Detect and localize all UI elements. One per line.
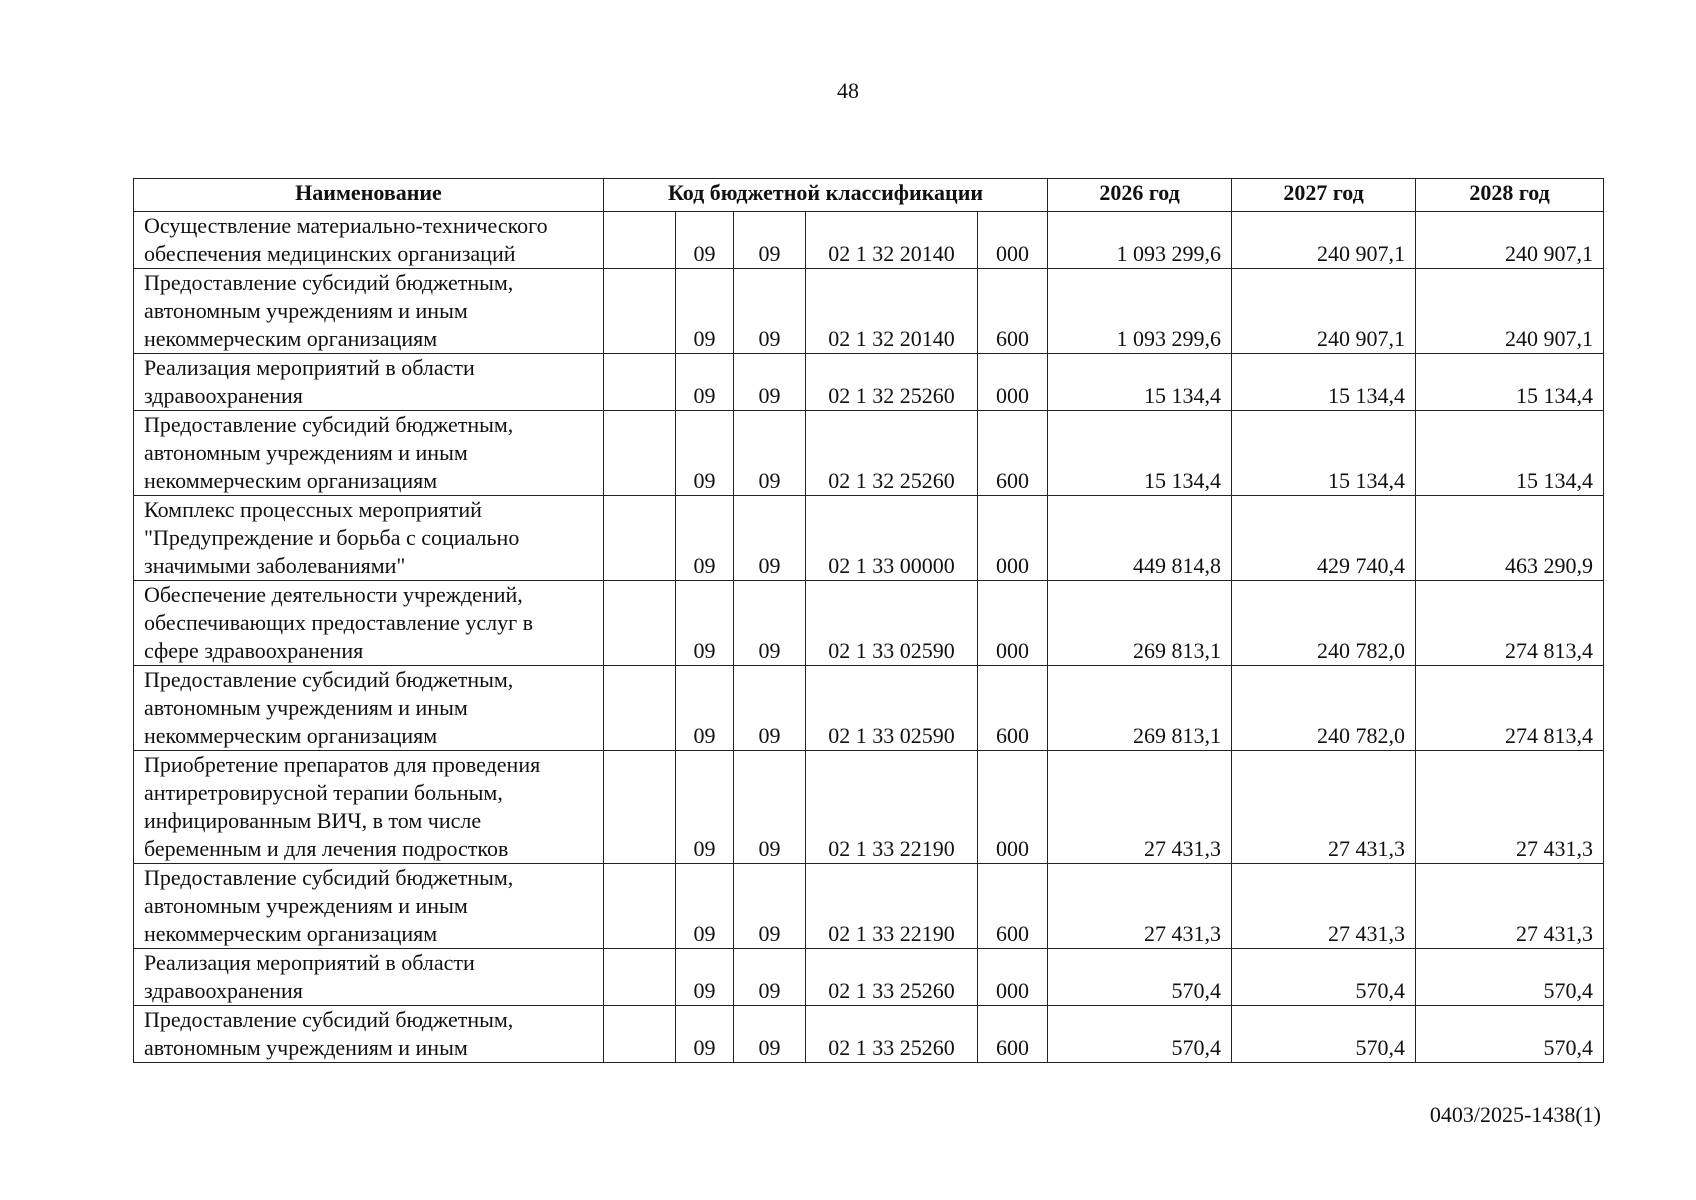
- row-code-expense-type: 000: [978, 496, 1048, 581]
- row-value-2027: 15 134,4: [1232, 354, 1416, 411]
- row-code-target: 02 1 33 22190: [806, 751, 978, 864]
- table-row: [134, 496, 1604, 581]
- row-code-expense-type: 600: [978, 269, 1048, 354]
- row-code-subsection: 09: [734, 411, 806, 496]
- row-name: Обеспечение деятельности учреждений, обеспечивающих предоставление услуг в сфере здравоохранения: [134, 581, 604, 666]
- row-code-expense-type: 000: [978, 949, 1048, 1006]
- row-value-2028: 570,4: [1416, 949, 1604, 1006]
- row-name: Предоставление субсидий бюджетным, автономным учреждениям и иным некоммерческим организациям: [134, 864, 604, 949]
- row-empty-cell: [604, 949, 676, 1006]
- row-code-target: 02 1 33 02590: [806, 581, 978, 666]
- row-value-2026: 269 813,1: [1048, 666, 1232, 751]
- header-name: Наименование: [134, 179, 604, 212]
- row-value-2027: 240 782,0: [1232, 581, 1416, 666]
- row-value-2027: 15 134,4: [1232, 411, 1416, 496]
- row-value-2027: 570,4: [1232, 1006, 1416, 1063]
- row-value-2026: 1 093 299,6: [1048, 269, 1232, 354]
- row-value-2027: 429 740,4: [1232, 496, 1416, 581]
- row-code-subsection: 09: [734, 666, 806, 751]
- row-code-expense-type: 600: [978, 1006, 1048, 1063]
- row-value-2028: 570,4: [1416, 1006, 1604, 1063]
- row-name: Осуществление материально-технического обеспечения медицинских организаций: [134, 212, 604, 269]
- row-value-2027: 240 907,1: [1232, 269, 1416, 354]
- row-empty-cell: [604, 581, 676, 666]
- table-row: [134, 212, 1604, 269]
- table-row: [134, 666, 1604, 751]
- row-value-2028: 15 134,4: [1416, 354, 1604, 411]
- row-code-expense-type: 000: [978, 354, 1048, 411]
- table-row: [134, 751, 1604, 864]
- row-code-section: 09: [676, 269, 734, 354]
- row-code-target: 02 1 33 25260: [806, 1006, 978, 1063]
- header-row: [134, 179, 1604, 212]
- row-empty-cell: [604, 411, 676, 496]
- row-code-subsection: 09: [734, 581, 806, 666]
- row-code-target: 02 1 32 20140: [806, 269, 978, 354]
- row-empty-cell: [604, 1006, 676, 1063]
- row-value-2027: 240 782,0: [1232, 666, 1416, 751]
- row-code-subsection: 09: [734, 864, 806, 949]
- row-value-2026: 269 813,1: [1048, 581, 1232, 666]
- row-code-expense-type: 000: [978, 212, 1048, 269]
- row-value-2028: 240 907,1: [1416, 269, 1604, 354]
- row-value-2026: 1 093 299,6: [1048, 212, 1232, 269]
- row-value-2028: 274 813,4: [1416, 666, 1604, 751]
- table-body: [134, 212, 1604, 1063]
- row-code-expense-type: 600: [978, 864, 1048, 949]
- row-value-2026: 449 814,8: [1048, 496, 1232, 581]
- row-value-2028: 274 813,4: [1416, 581, 1604, 666]
- header-2028: 2028 год: [1416, 179, 1604, 212]
- table-row: [134, 354, 1604, 411]
- row-code-target: 02 1 33 00000: [806, 496, 978, 581]
- table-row: [134, 864, 1604, 949]
- row-value-2026: 15 134,4: [1048, 354, 1232, 411]
- row-name: Предоставление субсидий бюджетным, автономным учреждениям и иным некоммерческим организациям: [134, 666, 604, 751]
- table-row: [134, 411, 1604, 496]
- header-2027: 2027 год: [1232, 179, 1416, 212]
- row-name: Предоставление субсидий бюджетным, автономным учреждениям и иным некоммерческим организациям: [134, 269, 604, 354]
- row-empty-cell: [604, 666, 676, 751]
- row-empty-cell: [604, 212, 676, 269]
- row-value-2028: 463 290,9: [1416, 496, 1604, 581]
- row-value-2028: 240 907,1: [1416, 212, 1604, 269]
- row-code-target: 02 1 33 02590: [806, 666, 978, 751]
- row-value-2026: 27 431,3: [1048, 864, 1232, 949]
- row-code-section: 09: [676, 751, 734, 864]
- row-code-target: 02 1 32 20140: [806, 212, 978, 269]
- row-value-2026: 27 431,3: [1048, 751, 1232, 864]
- row-code-section: 09: [676, 411, 734, 496]
- row-code-target: 02 1 33 22190: [806, 864, 978, 949]
- row-empty-cell: [604, 496, 676, 581]
- row-code-section: 09: [676, 581, 734, 666]
- page-number: 48: [837, 78, 859, 103]
- header-code: Код бюджетной классификации: [604, 179, 1048, 212]
- row-name: Приобретение препаратов для проведения антиретровирусной терапии больным, инфицированным ВИЧ, в том числе беременным и для лечения подростков: [134, 751, 604, 864]
- row-value-2027: 27 431,3: [1232, 864, 1416, 949]
- row-empty-cell: [604, 864, 676, 949]
- row-name: Предоставление субсидий бюджетным, автономным учреждениям и иным некоммерческим организациям: [134, 411, 604, 496]
- row-code-section: 09: [676, 1006, 734, 1063]
- row-code-target: 02 1 33 25260: [806, 949, 978, 1006]
- header-2026: 2026 год: [1048, 179, 1232, 212]
- row-code-subsection: 09: [734, 1006, 806, 1063]
- row-value-2026: 15 134,4: [1048, 411, 1232, 496]
- row-value-2028: 27 431,3: [1416, 751, 1604, 864]
- row-code-subsection: 09: [734, 949, 806, 1006]
- table-row: [134, 949, 1604, 1006]
- row-code-subsection: 09: [734, 269, 806, 354]
- row-code-subsection: 09: [734, 496, 806, 581]
- row-value-2027: 240 907,1: [1232, 212, 1416, 269]
- row-code-target: 02 1 32 25260: [806, 354, 978, 411]
- row-name: Комплекс процессных мероприятий "Предупреждение и борьба с социально значимыми заболеваниями": [134, 496, 604, 581]
- row-code-expense-type: 600: [978, 666, 1048, 751]
- row-code-expense-type: 000: [978, 581, 1048, 666]
- row-code-subsection: 09: [734, 751, 806, 864]
- row-name: Реализация мероприятий в области здравоохранения: [134, 354, 604, 411]
- row-code-subsection: 09: [734, 354, 806, 411]
- row-code-section: 09: [676, 864, 734, 949]
- table-row: [134, 581, 1604, 666]
- row-code-expense-type: 600: [978, 411, 1048, 496]
- row-value-2028: 27 431,3: [1416, 864, 1604, 949]
- row-code-section: 09: [676, 666, 734, 751]
- table-row: [134, 269, 1604, 354]
- row-value-2027: 570,4: [1232, 949, 1416, 1006]
- row-code-target: 02 1 32 25260: [806, 411, 978, 496]
- row-code-expense-type: 000: [978, 751, 1048, 864]
- row-code-section: 09: [676, 949, 734, 1006]
- row-value-2026: 570,4: [1048, 949, 1232, 1006]
- row-name: Реализация мероприятий в области здравоохранения: [134, 949, 604, 1006]
- row-code-section: 09: [676, 212, 734, 269]
- row-empty-cell: [604, 354, 676, 411]
- row-empty-cell: [604, 269, 676, 354]
- row-code-subsection: 09: [734, 212, 806, 269]
- row-code-section: 09: [676, 496, 734, 581]
- table-row: [134, 1006, 1604, 1063]
- row-value-2028: 15 134,4: [1416, 411, 1604, 496]
- budget-table: [133, 178, 1604, 1063]
- row-empty-cell: [604, 751, 676, 864]
- row-value-2027: 27 431,3: [1232, 751, 1416, 864]
- row-code-section: 09: [676, 354, 734, 411]
- row-value-2026: 570,4: [1048, 1006, 1232, 1063]
- row-name: Предоставление субсидий бюджетным, автономным учреждениям и иным: [134, 1006, 604, 1063]
- document-code: 0403/2025-1438(1): [1429, 1102, 1601, 1127]
